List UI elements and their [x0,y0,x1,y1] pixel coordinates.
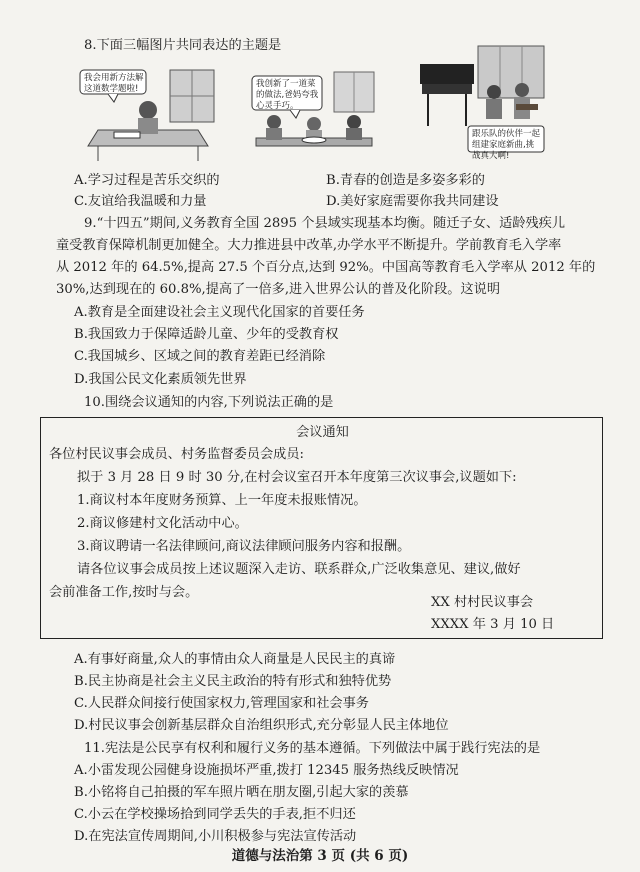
q11-option-d: D.在宪法宣传周期间,小川积极参与宪法宣传活动 [74,829,357,844]
q8-picture-band [418,44,546,161]
q8-option-a: A.学习过程是苦乐交织的 [74,173,220,188]
notice-salutation: 各位村民议事会成员、村务监督委员会成员: [49,447,305,462]
q9-line-4: 30%,达到现在的 60.8%,提高了一倍多,进入世界公认的普及化阶段。这说明 [56,282,501,297]
q11-option-a: A.小雷发现公园健身设施损坏严重,拨打 12345 服务热线反映情况 [74,763,459,778]
notice-item-2: 2.商议修建村文化活动中心。 [77,516,248,531]
meeting-notice-box [40,417,603,639]
q10-option-c: C.人民群众间接行使国家权力,管理国家和社会事务 [74,696,369,711]
q8-picture-math-student [78,66,218,162]
q10-option-d: D.村民议事会创新基层群众自治组织形式,充分彰显人民主体地位 [74,718,449,733]
notice-title: 会议通知 [296,425,349,440]
q8-option-c: C.友谊给我温暖和力量 [74,194,207,209]
q8-picture-cooking [250,66,378,162]
q8-option-d: D.美好家庭需要你我共同建设 [326,194,499,209]
q8-option-b: B.青春的创造是多姿多彩的 [326,173,485,188]
q9-option-b: B.我国致力于保障适龄儿童、少年的受教育权 [74,327,339,342]
page-footer: 道德与法治第 3 页 (共 6 页) [231,848,409,864]
q10-stem: 10.围绕会议通知的内容,下列说法正确的是 [84,395,334,410]
q9-line-3: 从 2012 年的 64.5%,提高 27.5 个百分点,达到 92%。中国高等教育毛入学率从 2012 年的 [56,260,596,275]
q10-option-a: A.有事好商量,众人的事情由众人商量是人民民主的真谛 [74,652,396,667]
q9-line-1: 9.“十四五”期间,义务教育全国 2895 个县域实现基本均衡。随迁子女、适龄残疾儿 [84,216,566,231]
notice-request-line-2: 会前准备工作,按时与会。 [49,585,199,600]
q11-option-c: C.小云在学校操场拾到同学丢失的手表,拒不归还 [74,807,356,822]
q9-option-d: D.我国公民文化素质领先世界 [74,372,247,387]
notice-request-line-1: 请各位议事会成员按上述议题深入走访、联系群众,广泛收集意见、建议,做好 [77,562,521,577]
notice-item-1: 1.商议村本年度财务预算、上一年度未报账情况。 [77,493,367,508]
q9-line-2: 童受教育保障机制更加健全。大力推进县中改革,办学水平不断提升。学前教育毛入学率 [56,238,562,253]
q11-option-b: B.小铭将自己拍摄的军车照片晒在朋友圈,引起大家的羡慕 [74,785,409,800]
q11-stem: 11.宪法是公民享有权利和履行义务的基本遵循。下列做法中属于践行宪法的是 [84,741,541,756]
q8-stem: 8.下面三幅图片共同表达的主题是 [84,38,282,53]
notice-signature: XX 村村民议事会 [431,595,534,610]
notice-intro: 拟于 3 月 28 日 9 时 30 分,在村会议室召开本年度第三次议事会,议题如下: [77,470,517,485]
q8-caption-right: 跟乐队的伙伴一起组建家庭新曲,挑战真大啊! [472,129,541,161]
q8-caption-left: 我会用新方法解这道数学题啦! [84,73,144,94]
q9-option-c: C.我国城乡、区域之间的教育差距已经消除 [74,349,326,364]
q10-option-b: B.民主协商是社会主义民主政治的特有形式和独特优势 [74,674,392,689]
notice-item-3: 3.商议聘请一名法律顾问,商议法律顾问服务内容和报酬。 [77,539,411,554]
q8-caption-middle: 我创新了一道菜的做法,爸妈夸我心灵手巧。 [256,79,319,111]
q9-option-a: A.教育是全面建设社会主义现代化国家的首要任务 [74,305,365,320]
notice-date: XXXX 年 3 月 10 日 [431,617,555,632]
